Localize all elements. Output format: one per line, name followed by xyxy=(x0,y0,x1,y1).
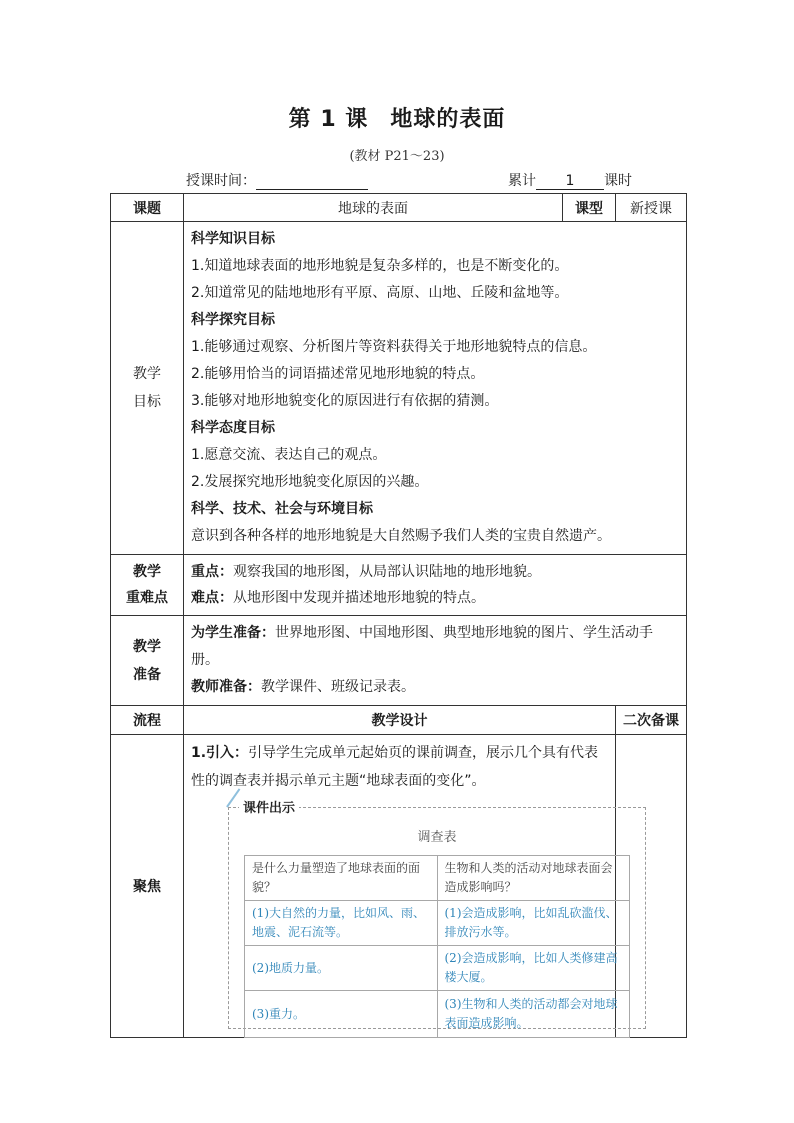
preparation-label-line2: 准备 xyxy=(133,666,161,683)
knowledge-goal-item: 1.知道地球表面的地形地貌是复杂多样的，也是不断变化的。 xyxy=(191,258,569,274)
goals-row xyxy=(111,222,687,555)
focus-content xyxy=(184,735,616,1038)
topic-label: 课题 xyxy=(111,194,184,222)
teacher-preparation-label: 教师准备： xyxy=(191,679,261,695)
knowledge-goal-item: 2.知道常见的陆地地形有平原、高原、山地、丘陵和盆地等。 xyxy=(191,285,569,301)
survey-table xyxy=(244,855,630,1038)
focus-label: 聚焦 xyxy=(111,735,184,1038)
survey-header-cell: 是什么力量塑造了地球表面的面貌？ xyxy=(245,856,438,901)
survey-header-row xyxy=(245,856,630,901)
intro-text: 引导学生完成单元起始页的课前调查，展示几个具有代表性的调查表并揭示单元主题“地球表面的变化”。 xyxy=(191,745,599,789)
survey-caption: 调查表 xyxy=(417,830,457,845)
key-point-text: 观察我国的地形图，从局部认识陆地的地形地貌。 xyxy=(233,564,541,580)
key-points-label-line2: 重难点 xyxy=(126,590,168,606)
goals-content xyxy=(184,222,687,555)
key-point xyxy=(191,559,679,585)
courseware-tab xyxy=(239,797,299,816)
lesson-number: 第 1 课 xyxy=(288,107,369,132)
flow-header: 流程 xyxy=(111,706,184,735)
goals-label xyxy=(111,222,184,555)
key-points-label-line1: 教学 xyxy=(133,564,161,580)
preparation-content xyxy=(184,616,687,706)
inquiry-goal-title: 科学探究目标 xyxy=(191,312,275,328)
teaching-time-label: 授课时间： xyxy=(186,173,256,189)
key-points-content xyxy=(184,555,687,616)
key-point-label: 重点： xyxy=(191,564,233,580)
topic-row xyxy=(111,194,687,222)
lesson-name: 地球的表面 xyxy=(390,107,506,132)
intro-paragraph xyxy=(191,739,608,795)
student-preparation xyxy=(191,620,679,674)
preparation-label xyxy=(111,616,184,706)
teacher-preparation-text: 教学课件、班级记录表。 xyxy=(261,679,415,695)
goals-label-line2: 目标 xyxy=(133,394,161,410)
cumulative-unit: 课时 xyxy=(604,173,632,189)
attitude-goal-item: 1.愿意交流、表达自己的观点。 xyxy=(191,447,387,463)
lesson-type-value: 新授课 xyxy=(616,194,687,222)
survey-cell: (1)会造成影响，比如乱砍滥伐、排放污水等。 xyxy=(437,901,630,946)
flow-header-row xyxy=(111,706,687,735)
survey-row xyxy=(245,901,630,946)
attitude-goal-item: 2.发展探究地形地貌变化原因的兴趣。 xyxy=(191,474,429,490)
preparation-row xyxy=(111,616,687,706)
difficult-point-text: 从地形图中发现并描述地形地貌的特点。 xyxy=(233,590,485,606)
design-header: 教学设计 xyxy=(184,706,616,735)
teaching-time-line xyxy=(186,170,368,190)
lesson-plan-table xyxy=(110,193,687,1038)
survey-cell: (2)地质力量。 xyxy=(245,946,438,991)
survey-cell: (1)大自然的力量，比如风、雨、地震、泥石流等。 xyxy=(245,901,438,946)
preparation-label-line1: 教学 xyxy=(133,638,161,655)
lesson-type-label: 课型 xyxy=(563,194,616,222)
teaching-time-blank xyxy=(256,173,368,190)
stse-goal-title: 科学、技术、社会与环境目标 xyxy=(191,501,373,517)
survey-cell: (2)会造成影响，比如人类修建高楼大厦。 xyxy=(437,946,630,991)
textbook-pages: (教材 P21～23) xyxy=(349,149,445,164)
cumulative-line xyxy=(508,170,632,190)
lesson-title xyxy=(0,102,794,133)
second-prep-header: 二次备课 xyxy=(616,706,687,735)
difficult-point-label: 难点： xyxy=(191,590,233,606)
cumulative-label: 累计 xyxy=(508,173,536,189)
survey-row xyxy=(245,991,630,1038)
survey-cell: (3)生物和人类的活动都会对地球表面造成影响。 xyxy=(437,991,630,1038)
knowledge-goal-title: 科学知识目标 xyxy=(191,231,275,247)
attitude-goal-title: 科学态度目标 xyxy=(191,420,275,436)
topic-value: 地球的表面 xyxy=(184,194,563,222)
goals-label-line1: 教学 xyxy=(133,366,161,382)
difficult-point xyxy=(191,585,679,611)
survey-header-cell: 生物和人类的活动对地球表面会造成影响吗？ xyxy=(437,856,630,901)
cumulative-value: 1 xyxy=(536,173,604,190)
key-points-label xyxy=(111,555,184,616)
focus-row xyxy=(111,735,687,1038)
inquiry-goal-item: 2.能够用恰当的词语描述常见地形地貌的特点。 xyxy=(191,366,485,382)
teacher-preparation xyxy=(191,674,679,701)
inquiry-goal-item: 1.能够通过观察、分析图片等资料获得关于地形地貌特点的信息。 xyxy=(191,339,597,355)
survey-row xyxy=(245,946,630,991)
courseware-tab-label: 课件出示 xyxy=(243,801,296,816)
stse-goal-text: 意识到各种各样的地形地貌是大自然赐予我们人类的宝贵自然遗产。 xyxy=(191,528,611,544)
student-preparation-text: 世界地形图、中国地形图、典型地形地貌的图片、学生活动手册。 xyxy=(191,625,653,668)
key-points-row xyxy=(111,555,687,616)
intro-label: 1.引入： xyxy=(191,745,249,761)
courseware-panel xyxy=(228,801,646,1030)
survey-cell: (3)重力。 xyxy=(245,991,438,1038)
inquiry-goal-item: 3.能够对地形地貌变化的原因进行有依据的猜测。 xyxy=(191,393,499,409)
student-preparation-label: 为学生准备： xyxy=(191,625,275,641)
